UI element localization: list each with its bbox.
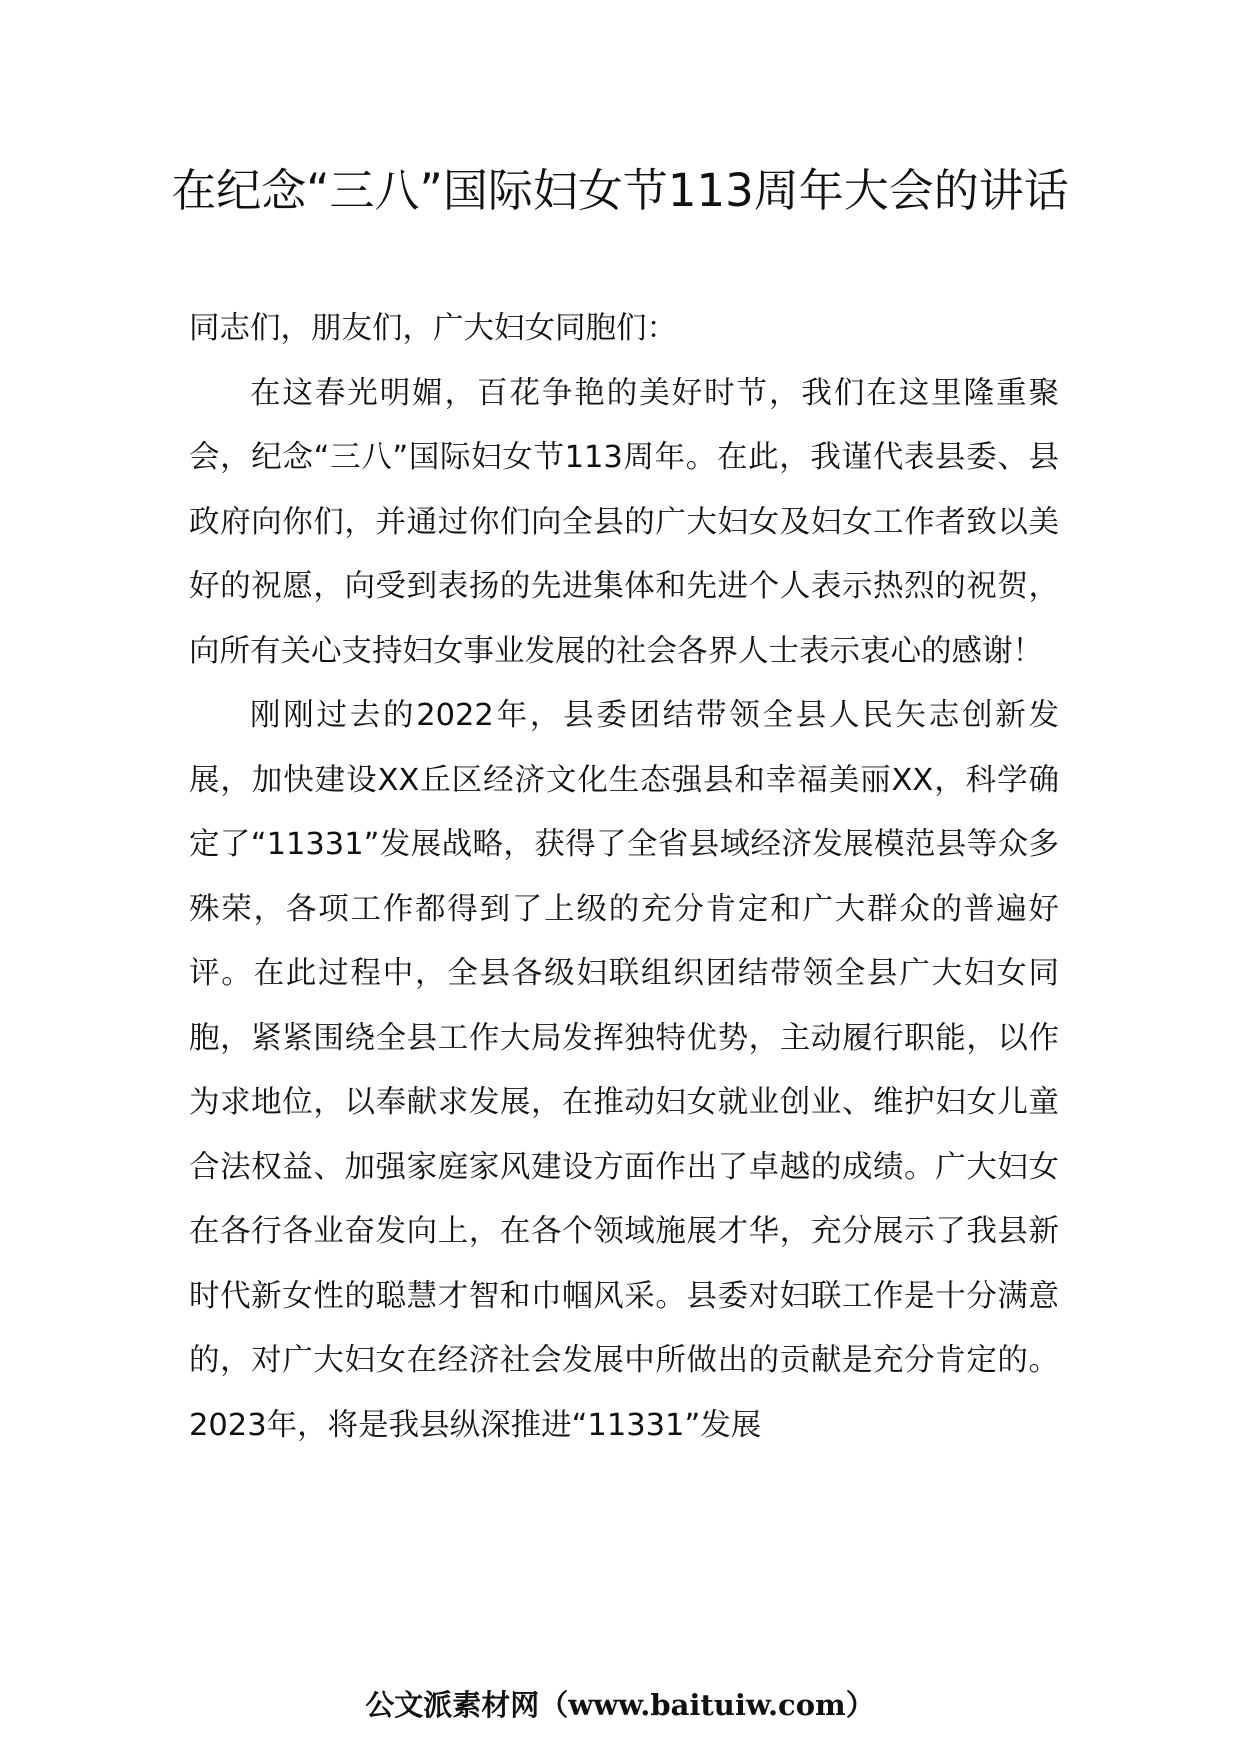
paragraph-1: 在这春光明媚，百花争艳的美好时节，我们在这里隆重聚会，纪念“三八”国际妇女节113周年。在此，我谨代表县委、县政府向你们，并通过你们向全县的广大妇女及妇女工作者致以美好的祝愿，向受到表扬的先进集体和先进个人表示热烈的祝贺，向所有关心支持妇女事业发展的社会各界人士表示衷心的感谢！ xyxy=(189,375,1059,669)
paragraph-2: 刚刚过去的2022年，县委团结带领全县人民矢志创新发展，加快建设XX丘区经济文化生态强县和幸福美丽XX，科学确定了“11331”发展战略，获得了全省县域经济发展模范县等众多殊荣，各项工作都得到了上级的充分肯定和广大群众的普遍好评。在此过程中，全县各级妇联组织团结带领全县广大妇女同胞，紧紧围绕全县工作大局发挥独特优势，主动履行职能，以作为求地位，以奉献求发展，在推动妇女就业创业、维护妇女儿童合法权益、加强家庭家风建设方面作出了卓越的成绩。广大妇女在各行各业奋发向上，在各个领域施展才华，充分展示了我县新时代新女性的聪慧才智和巾帼风采。县委对妇联工作是十分满意的，对广大妇女在经济社会发展中所做出的贡献是充分肯定的。2023年，将是我县纵深推进“11331”发展 xyxy=(189,698,1059,1443)
document-title: 在纪念“三八”国际妇女节113周年大会的讲话 xyxy=(171,164,1069,217)
salutation: 同志们，朋友们，广大妇女同胞们： xyxy=(189,311,677,346)
footer-watermark: 公文派素材网（www.baituiw.com） xyxy=(365,1688,875,1722)
document-body xyxy=(189,297,1059,1458)
